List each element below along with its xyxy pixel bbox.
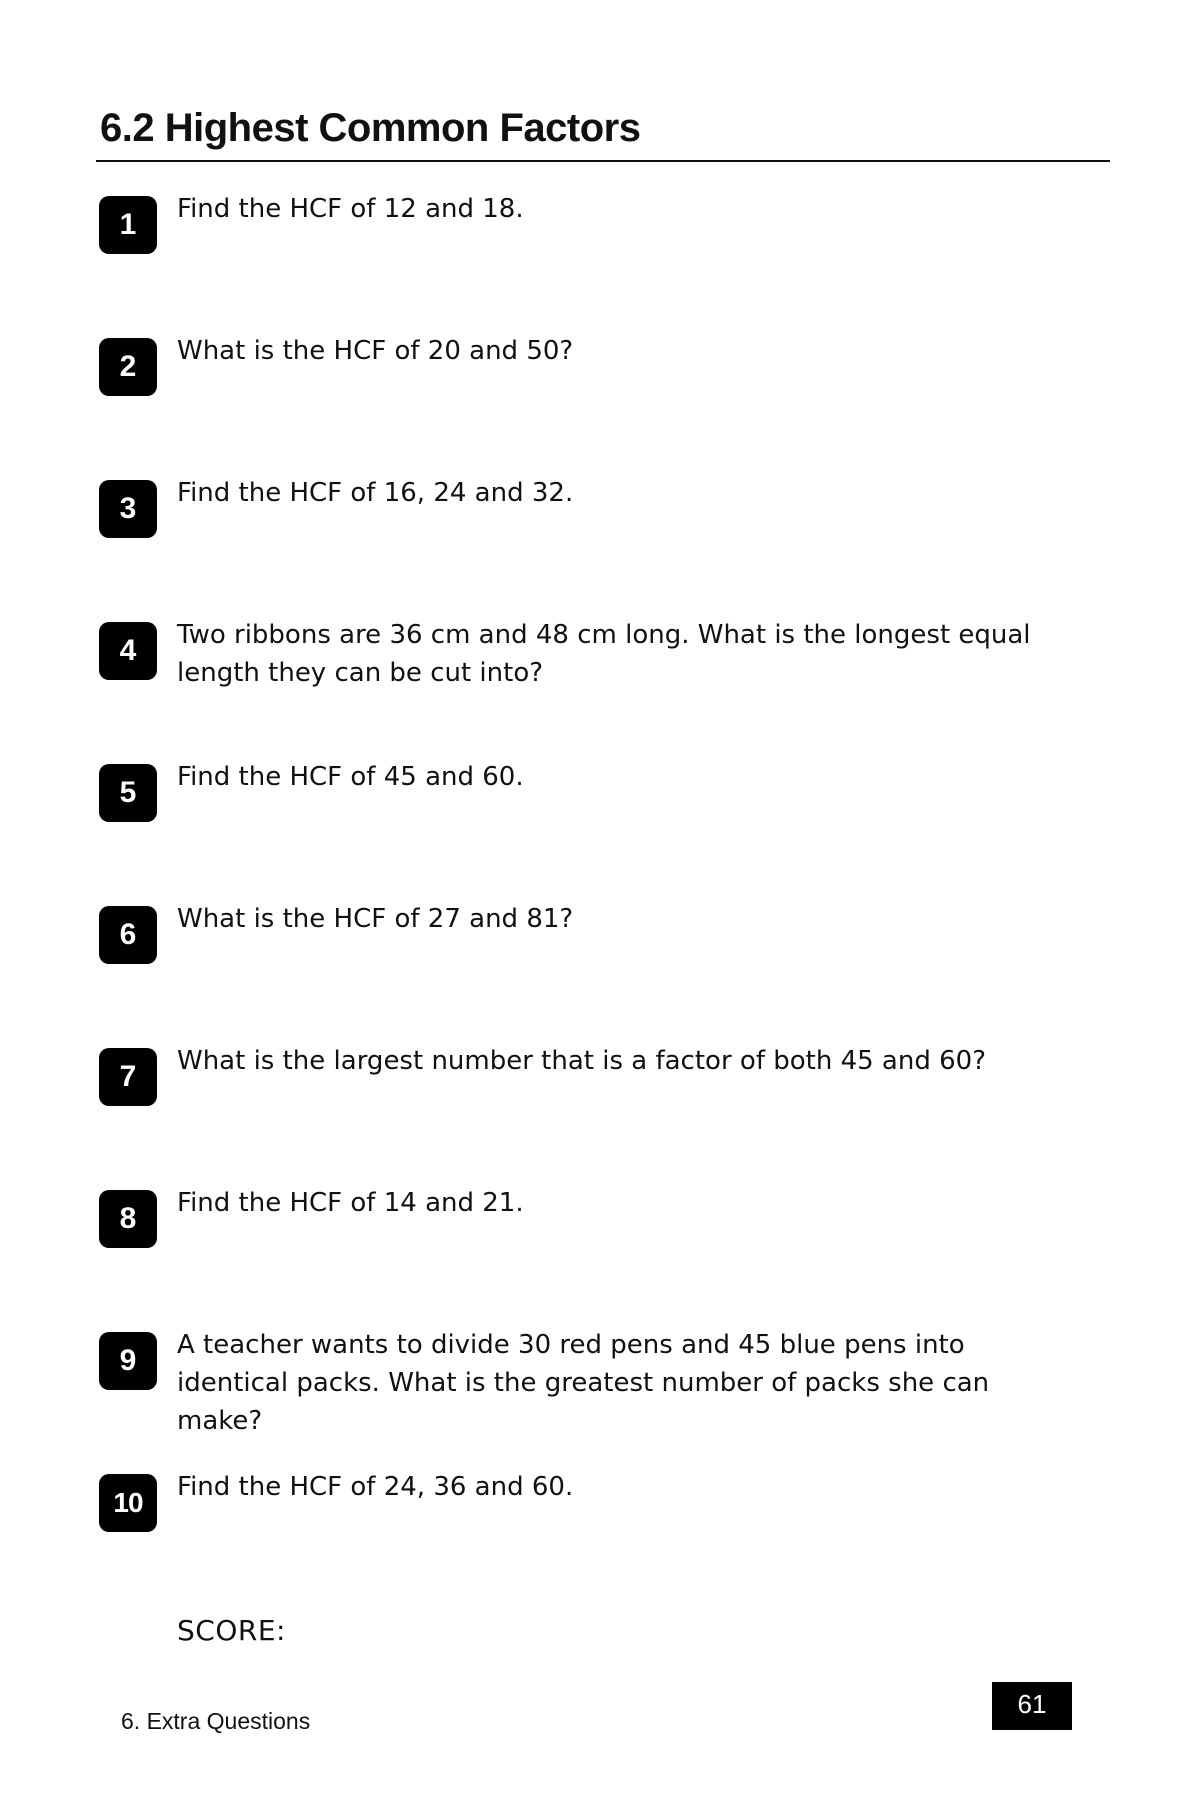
- question-text: What is the HCF of 20 and 50?: [177, 336, 574, 366]
- question-text: What is the HCF of 27 and 81?: [177, 904, 574, 934]
- page-number-badge: 61: [992, 1682, 1072, 1730]
- score-label: SCORE:: [177, 1614, 286, 1647]
- question-number-badge: 5: [99, 764, 157, 822]
- question-number-badge: 4: [99, 622, 157, 680]
- question-number-badge: 8: [99, 1190, 157, 1248]
- question-text: What is the largest number that is a factor of both 45 and 60?: [177, 1046, 986, 1076]
- question-number-badge: 10: [99, 1474, 157, 1532]
- footer-section-label: 6. Extra Questions: [121, 1708, 311, 1734]
- question-text: Find the HCF of 12 and 18.: [177, 194, 524, 224]
- question-text: Two ribbons are 36 cm and 48 cm long. What is the longest equal length they can be cut into?: [177, 620, 1031, 688]
- question-text: A teacher wants to divide 30 red pens and 45 blue pens into identical packs. What is the greatest number of packs she can make?: [177, 1330, 990, 1436]
- question-text: Find the HCF of 24, 36 and 60.: [177, 1472, 574, 1502]
- question-number-badge: 6: [99, 906, 157, 964]
- question-number-badge: 3: [99, 480, 157, 538]
- question-number-badge: 2: [99, 338, 157, 396]
- question-text: Find the HCF of 14 and 21.: [177, 1188, 524, 1218]
- question-number-badge: 1: [99, 196, 157, 254]
- question-text: Find the HCF of 16, 24 and 32.: [177, 478, 574, 508]
- question-text: Find the HCF of 45 and 60.: [177, 762, 524, 792]
- title-divider: [96, 160, 1110, 162]
- page-title: 6.2 Highest Common Factors: [100, 106, 641, 150]
- question-number-badge: 9: [99, 1332, 157, 1390]
- question-number-badge: 7: [99, 1048, 157, 1106]
